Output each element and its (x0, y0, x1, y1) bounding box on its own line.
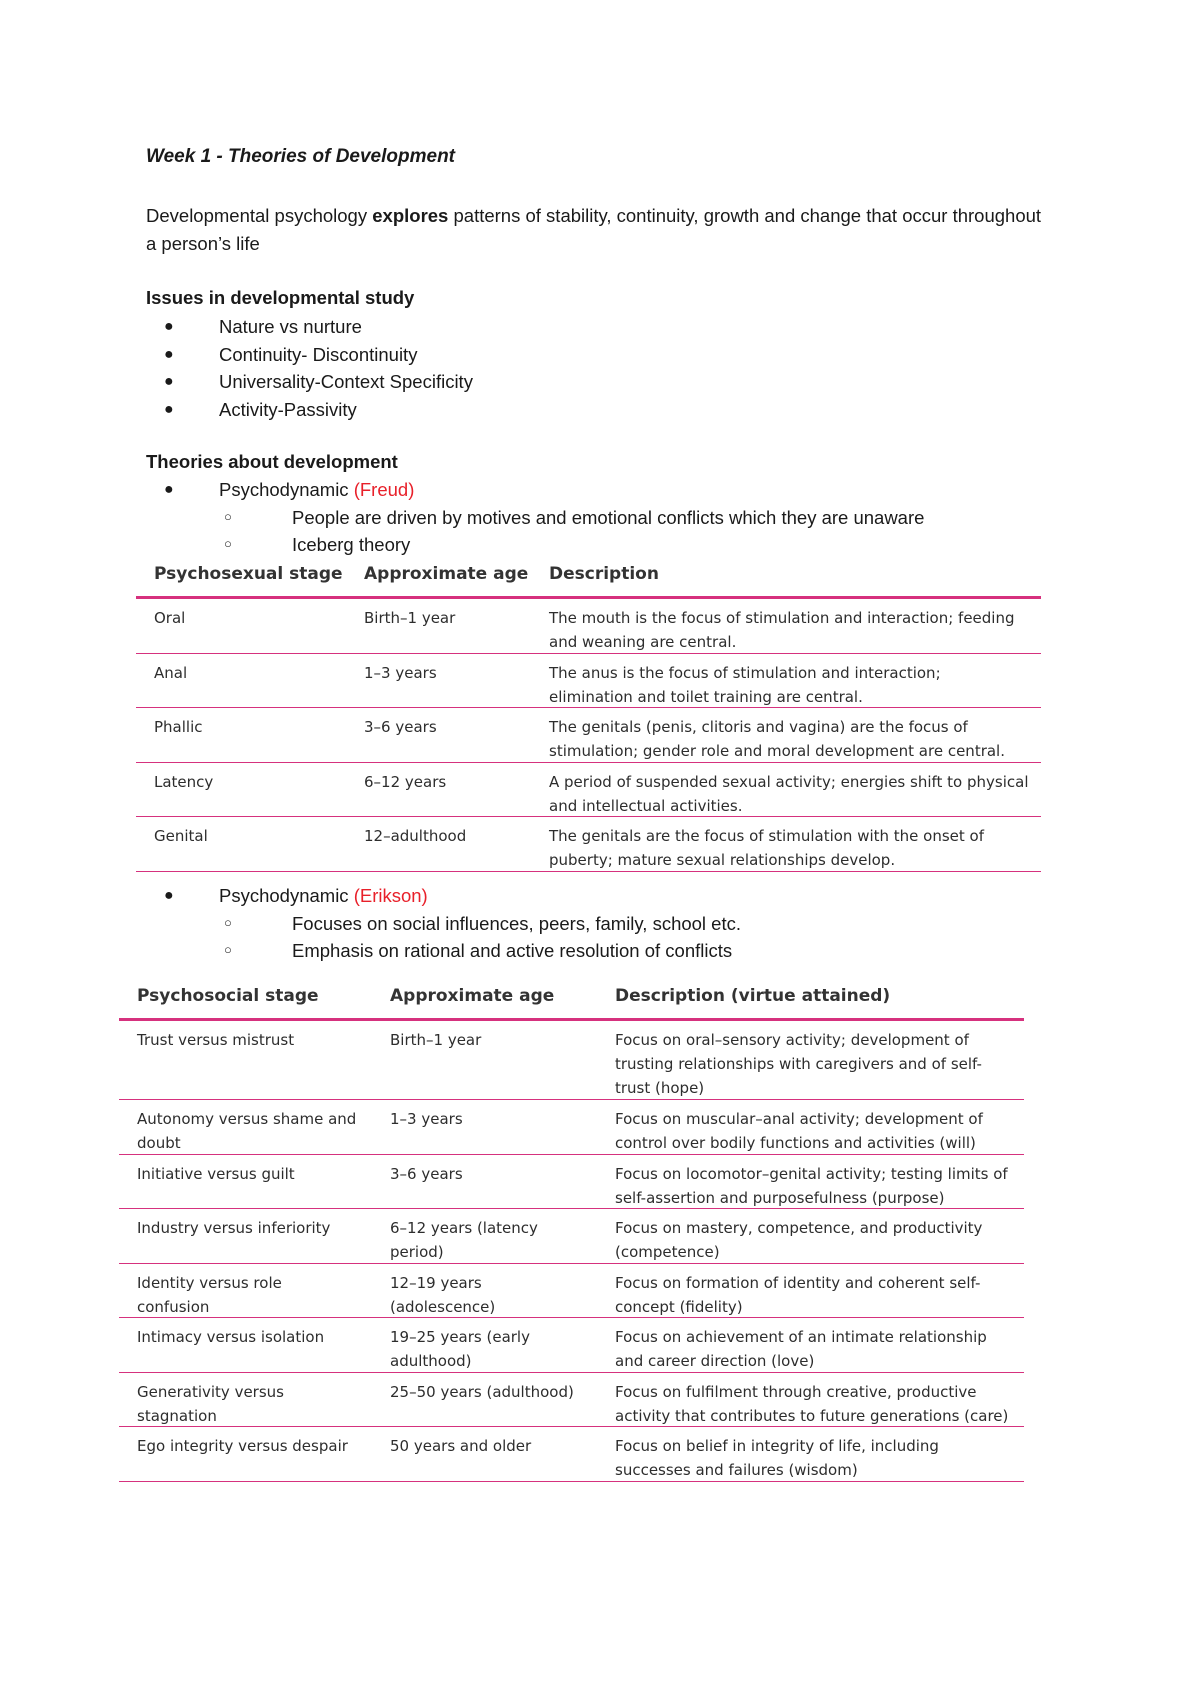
table-row: Trust versus mistrust Birth–1 year Focus on oral–sensory activity; development of trusting relationships with caregivers and of self-trust (hope) (119, 1021, 1024, 1100)
intro-prefix: Developmental psychology (146, 205, 373, 226)
document-title: Week 1 - Theories of Development (146, 146, 456, 167)
table-row: Intimacy versus isolation 19–25 years (early adulthood) Focus on achievement of an intimate relationship and career direction (love) (119, 1318, 1024, 1373)
psychosexual-stage-table (136, 560, 1041, 872)
circle-bullet-icon: ○ (224, 914, 232, 930)
bullet-icon: ● (164, 318, 174, 335)
circle-bullet-icon: ○ (224, 942, 232, 957)
table-row: Autonomy versus shame and doubt 1–3 years Focus on muscular–anal activity; development of control over bodily functions and activities (will) (119, 1100, 1024, 1155)
table-header: Psychosocial stage Approximate age Description (virtue attained) (119, 982, 1024, 1021)
theorist-name: (Freud) (353, 479, 415, 500)
circle-bullet-icon: ○ (224, 536, 232, 551)
bullet-icon: ● (164, 345, 174, 363)
theories-heading: Theories about development (146, 451, 398, 472)
circle-bullet-icon: ○ (224, 508, 232, 524)
table-row: Ego integrity versus despair 50 years and older Focus on belief in integrity of life, including successes and failures (wisdom) (119, 1427, 1024, 1482)
table-row: Oral Birth–1 year The mouth is the focus of stimulation and interaction; feeding and weaning are central. (136, 599, 1041, 654)
intro-suffix: patterns of stability, continuity, growth and change that occur throughout a person’s life (146, 205, 1042, 254)
bullet-icon: ● (164, 400, 174, 418)
table-row: Generativity versus stagnation 25–50 years (adulthood) Focus on fulfilment through creative, productive activity that contributes to future generations (care) (119, 1373, 1024, 1428)
psychosocial-stage-table (119, 982, 1024, 1482)
intro-bold: explores (372, 205, 449, 226)
table-row: Genital 12–adulthood The genitals are the focus of stimulation with the onset of puberty; mature sexual relationships develop. (136, 817, 1041, 872)
issues-heading: Issues in developmental study (146, 287, 415, 308)
table-header: Psychosexual stage Approximate age Description (136, 560, 1041, 599)
intro-paragraph (146, 202, 1046, 258)
table-row: Industry versus inferiority 6–12 years (latency period) Focus on mastery, competence, and productivity (competence) (119, 1209, 1024, 1264)
table-row: Initiative versus guilt 3–6 years Focus on locomotor–genital activity; testing limits of self-assertion and purposefulness (purpose) (119, 1155, 1024, 1210)
table-row: Phallic 3–6 years The genitals (penis, clitoris and vagina) are the focus of stimulation; gender role and moral development are central. (136, 708, 1041, 763)
bullet-icon: ● (164, 481, 174, 498)
theorist-name: (Erikson) (353, 885, 428, 906)
table-row: Anal 1–3 years The anus is the focus of stimulation and interaction; elimination and toilet training are central. (136, 654, 1041, 709)
bullet-icon: ● (164, 887, 174, 904)
table-row: Identity versus role confusion 12–19 years (adolescence) Focus on formation of identity and coherent self-concept (fidelity) (119, 1264, 1024, 1319)
bullet-icon: ● (164, 373, 174, 390)
table-row: Latency 6–12 years A period of suspended sexual activity; energies shift to physical and intellectual activities. (136, 763, 1041, 818)
